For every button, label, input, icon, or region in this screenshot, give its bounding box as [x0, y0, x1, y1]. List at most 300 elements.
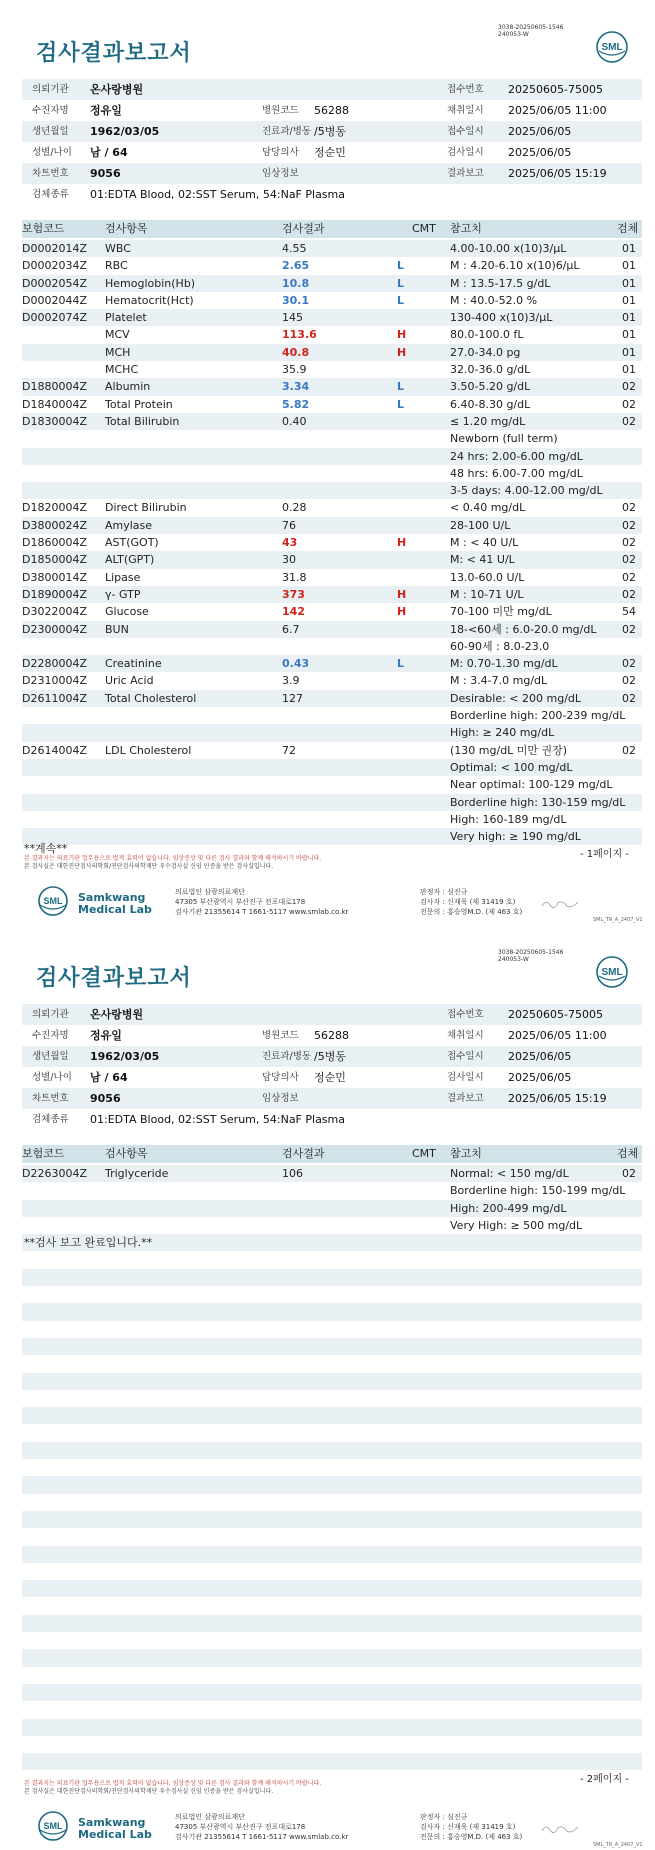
notice-line-2: 본 검사실은 대한진단검사의학회/진단검사의학재단 우수검사실 신임 인증을 받은 검사실입니다.: [24, 1788, 274, 1795]
test-name: Creatinine: [105, 657, 162, 671]
test-result: 4.55: [282, 242, 307, 255]
table-row: [22, 828, 642, 845]
footer: [0, 1795, 655, 1850]
patient-info: [22, 1004, 642, 1130]
table-row: [22, 794, 642, 811]
test-flag: H: [397, 587, 407, 601]
col-cmt: CMT: [412, 1147, 436, 1160]
col-code: 보험코드: [22, 222, 65, 235]
hospital-value: 온사랑병원: [90, 1008, 144, 1021]
table-row: [22, 1390, 642, 1407]
lab-name: [78, 1817, 152, 1841]
test-result: 142: [282, 605, 305, 619]
col-code: 보험코드: [22, 1147, 65, 1160]
table-row: [22, 1511, 642, 1528]
reference-range: 3.50-5.20 g/dL: [450, 380, 531, 394]
info-row: [22, 142, 642, 163]
specimen-code: 02: [622, 657, 636, 671]
continue-text: **계속**: [24, 842, 68, 855]
reference-range: 32.0-36.0 g/dL: [450, 363, 531, 377]
specimen-code: 02: [622, 380, 636, 394]
lab-name-1: Samkwang: [78, 891, 146, 904]
test-flag: L: [397, 259, 405, 273]
test-result: 106: [282, 1167, 303, 1180]
top-code-2: 240053-W: [498, 31, 529, 38]
info-row: [22, 1109, 642, 1130]
specimen-code: 02: [622, 397, 636, 411]
table-row: [22, 1546, 642, 1563]
hospcode-label: 병원코드: [262, 1030, 299, 1041]
notice: [24, 1780, 321, 1796]
lab-addr: 47305 부산광역시 부산진구 전포대로178: [175, 898, 306, 906]
report-label: 결과보고: [447, 1093, 484, 1104]
reference-range: Very High: ≥ 500 mg/dL: [450, 1218, 583, 1232]
test-result: 3.9: [282, 674, 300, 688]
table-row: [22, 344, 642, 361]
test-code: D1890004Z: [22, 587, 87, 601]
test-name: AST(GOT): [105, 536, 159, 550]
reference-range: 18-<60세 : 6.0-20.0 mg/dL: [450, 622, 597, 636]
clinical-label: 임상정보: [262, 1093, 299, 1104]
info-row: [22, 1025, 642, 1046]
info-row: [22, 184, 642, 205]
test-flag: L: [397, 657, 405, 671]
collect-value: 2025/06/05 11:00: [508, 1029, 607, 1042]
test-code: D0002044Z: [22, 293, 87, 307]
lab-addr: 47305 부산광역시 부산진구 전포대로178: [175, 1823, 306, 1831]
reference-range: 60-90세 : 8.0-23.0: [450, 639, 550, 653]
clinical-label: 임상정보: [262, 168, 299, 179]
table-row: [22, 759, 642, 776]
reference-range: Newborn (full term): [450, 432, 558, 446]
reference-range: Borderline high: 150-199 mg/dL: [450, 1184, 626, 1198]
lab-address: [175, 1812, 348, 1842]
name-value: 정유일: [90, 104, 122, 117]
reference-range: M: 0.70-1.30 mg/dL: [450, 657, 558, 671]
table-row: [22, 811, 642, 828]
specimen-code: 02: [622, 622, 636, 636]
test-result: 40.8: [282, 345, 310, 359]
table-row: [22, 551, 642, 568]
table-row: [22, 1736, 642, 1753]
table-row: [22, 1424, 642, 1441]
test-code: D1860004Z: [22, 536, 87, 550]
reference-range: 70-100 미만 mg/dL: [450, 605, 552, 619]
hospital-label: 의뢰기관: [32, 84, 69, 95]
table-row: [22, 742, 642, 759]
table-row: [22, 448, 642, 465]
name-value: 정유일: [90, 1029, 122, 1042]
collect-label: 채취일시: [447, 105, 484, 116]
test-name: Total Bilirubin: [105, 414, 180, 428]
footer: [0, 870, 655, 925]
doctor-label: 담당의사: [262, 147, 299, 158]
name-label: 수진자명: [32, 1030, 69, 1041]
report-value: 2025/06/05 15:19: [508, 167, 607, 180]
test-code: D1880004Z: [22, 380, 87, 394]
test-name: Glucose: [105, 605, 149, 619]
reference-range: M: < 41 U/L: [450, 553, 515, 567]
specimen-value: 01:EDTA Blood, 02:SST Serum, 54:NaF Plasma: [90, 1113, 345, 1126]
test-name: MCHC: [105, 363, 139, 377]
table-row: [22, 1701, 642, 1718]
receipt-label: 접수번호: [447, 84, 484, 95]
table-row: [22, 1580, 642, 1597]
reference-range: 3-5 days: 4.00-12.00 mg/dL: [450, 484, 603, 498]
table-row: [22, 1597, 642, 1614]
lab-org: 의료법인 삼광의료재단: [175, 1813, 245, 1821]
chart-label: 차트번호: [32, 1093, 69, 1104]
birth-label: 생년월일: [32, 126, 69, 137]
chart-value: 9056: [90, 167, 121, 180]
test-result: 145: [282, 311, 303, 325]
test-flag: H: [397, 345, 407, 359]
test-name: ALT(GPT): [105, 553, 155, 567]
reference-range: 48 hrs: 6.00-7.00 mg/dL: [450, 466, 583, 480]
reference-range: M : 3.4-7.0 mg/dL: [450, 674, 548, 688]
table-row: [22, 724, 642, 741]
specimen-code: 02: [622, 674, 636, 688]
lab-name-2: Medical Lab: [78, 903, 152, 916]
svg-text:SML: SML: [43, 896, 63, 906]
reference-range: M : 10-71 U/L: [450, 587, 524, 601]
table-row: [22, 1373, 642, 1390]
specimen-code: 02: [622, 518, 636, 532]
test-flag: L: [397, 276, 405, 290]
col-spec: 검체: [617, 1147, 639, 1160]
test-name: Amylase: [105, 518, 153, 532]
lab-tester: 검사자 : 신재욱 (제 31419 호): [420, 1823, 516, 1831]
collect-label: 채취일시: [447, 1030, 484, 1041]
results-table-header: [22, 220, 642, 238]
specimen-code: 02: [622, 501, 636, 515]
table-row: [22, 569, 642, 586]
table-row: [22, 1563, 642, 1580]
test-result: 31.8: [282, 570, 307, 584]
table-row: [22, 1234, 642, 1251]
sexage-value: 남 / 64: [90, 1071, 128, 1084]
table-row: [22, 1459, 642, 1476]
chart-label: 차트번호: [32, 168, 69, 179]
reference-range: < 0.40 mg/dL: [450, 501, 526, 515]
test-name: Platelet: [105, 311, 147, 325]
table-row: [22, 309, 642, 326]
specimen-code: 01: [622, 311, 636, 325]
table-row: [22, 1200, 642, 1217]
top-code-1: 3038-20250605-1546: [498, 949, 564, 956]
testdate-value: 2025/06/05: [508, 1071, 572, 1084]
sml-logo-icon: [36, 1809, 70, 1843]
barcode-code: [498, 24, 563, 38]
notice-line-1: 본 결과지는 의료기관 업무용으로 법적 효력이 없습니다. 임상증상 및 다른 검사 결과와 함께 해석하시기 바랍니다.: [24, 1780, 322, 1787]
info-row: [22, 1046, 642, 1067]
lab-contact: 검사기관 21355614 T 1661-5117 www.smlab.co.kr: [175, 1833, 349, 1841]
test-result: 2.65: [282, 259, 310, 273]
reference-range: Borderline high: 130-159 mg/dL: [450, 795, 626, 809]
test-name: LDL Cholesterol: [105, 743, 192, 757]
specimen-code: 02: [622, 553, 636, 567]
table-row: [22, 586, 642, 603]
table-row: [22, 1321, 642, 1338]
sml-logo-icon: [36, 884, 70, 918]
reference-range: High: 160-189 mg/dL: [450, 812, 567, 826]
testdate-label: 검사일시: [447, 1072, 484, 1083]
specimen-code: 01: [622, 276, 636, 290]
dept-label: 진료과/병동: [262, 126, 312, 137]
table-row: [22, 1615, 642, 1632]
table-row: [22, 275, 642, 292]
specimen-code: 02: [622, 570, 636, 584]
reference-range: Borderline high: 200-239 mg/dL: [450, 709, 626, 723]
table-row: [22, 292, 642, 309]
test-name: RBC: [105, 259, 128, 273]
table-row: [22, 1407, 642, 1424]
test-result: 113.6: [282, 328, 317, 342]
test-code: D1850004Z: [22, 553, 87, 567]
table-row: [22, 1251, 642, 1268]
test-code: D0002034Z: [22, 259, 87, 273]
hospcode-value: 56288: [314, 1029, 349, 1042]
lab-director: 판정자 : 심진규: [420, 888, 468, 896]
test-code: D2280004Z: [22, 657, 87, 671]
table-row: [22, 1286, 642, 1303]
lab-name-2: Medical Lab: [78, 1828, 152, 1841]
table-row: [22, 1182, 642, 1199]
lab-name: [78, 892, 152, 916]
receipt-label: 접수번호: [447, 1009, 484, 1020]
table-row: [22, 326, 642, 343]
receipt-value: 20250605-75005: [508, 1008, 603, 1021]
test-name: Total Protein: [105, 397, 173, 411]
table-row: [22, 1338, 642, 1355]
sml-logo-icon: [594, 954, 630, 990]
doctor-value: 정순민: [314, 146, 346, 159]
table-row: [22, 378, 642, 395]
birth-value: 1962/03/05: [90, 1050, 160, 1063]
reference-range: Near optimal: 100-129 mg/dL: [450, 778, 613, 792]
svg-text:SML: SML: [601, 967, 623, 978]
reference-range: 6.40-8.30 g/dL: [450, 397, 531, 411]
patient-info: [22, 79, 642, 205]
table-row: [22, 1165, 642, 1182]
lab-org: 의료법인 삼광의료재단: [175, 888, 245, 896]
sexage-label: 성별/나이: [32, 147, 72, 158]
table-row: [22, 413, 642, 430]
reference-range: M : 40.0-52.0 %: [450, 293, 538, 307]
test-name: MCH: [105, 345, 131, 359]
recv-label: 접수일시: [447, 126, 484, 137]
reference-range: High: 200-499 mg/dL: [450, 1201, 567, 1215]
lab-tester: 검사자 : 신재욱 (제 31419 호): [420, 898, 516, 906]
reference-range: 13.0-60.0 U/L: [450, 570, 525, 584]
reference-range: 24 hrs: 2.00-6.00 mg/dL: [450, 449, 583, 463]
report-label: 결과보고: [447, 168, 484, 179]
test-result: 3.34: [282, 380, 310, 394]
reference-range: Desirable: < 200 mg/dL: [450, 691, 582, 705]
table-row: [22, 690, 642, 707]
table-row: [22, 776, 642, 793]
test-code: D3800024Z: [22, 518, 87, 532]
test-result: 5.82: [282, 397, 310, 411]
specimen-value: 01:EDTA Blood, 02:SST Serum, 54:NaF Plasma: [90, 188, 345, 201]
signature-icon: [540, 897, 580, 909]
specimen-code: 01: [622, 363, 636, 377]
specimen-code: 01: [622, 259, 636, 273]
test-code: D2263004Z: [22, 1167, 87, 1180]
testdate-label: 검사일시: [447, 147, 484, 158]
table-row: [22, 707, 642, 724]
table-row: [22, 1442, 642, 1459]
chart-value: 9056: [90, 1092, 121, 1105]
table-row: [22, 1753, 642, 1770]
notice: [24, 855, 321, 871]
sexage-value: 남 / 64: [90, 146, 128, 159]
barcode-code: [498, 949, 563, 963]
test-name: Albumin: [105, 380, 151, 394]
test-code: D0002014Z: [22, 242, 87, 255]
test-flag: H: [397, 536, 407, 550]
table-row: [22, 1494, 642, 1511]
test-name: WBC: [105, 242, 131, 255]
col-result: 검사결과: [282, 1147, 325, 1160]
dept-label: 진료과/병동: [262, 1051, 312, 1062]
info-row: [22, 1088, 642, 1109]
table-row: [22, 1476, 642, 1493]
notice-line-1: 본 결과지는 의료기관 업무용으로 법적 효력이 없습니다. 임상증상 및 다른 검사 결과와 함께 해석하시기 바랍니다.: [24, 855, 322, 862]
specimen-code: 01: [622, 345, 636, 359]
page-title: 검사결과보고서: [36, 966, 192, 991]
test-result: 127: [282, 691, 303, 705]
test-name: Lipase: [105, 570, 141, 584]
reference-range: 130-400 x(10)3/μL: [450, 311, 553, 325]
test-result: 0.40: [282, 414, 307, 428]
hospcode-label: 병원코드: [262, 105, 299, 116]
recv-value: 2025/06/05: [508, 1050, 572, 1063]
table-row: [22, 1719, 642, 1736]
table-row: [22, 1269, 642, 1286]
col-spec: 검체: [617, 222, 639, 235]
test-result: 30: [282, 553, 296, 567]
reference-range: Very high: ≥ 190 mg/dL: [450, 830, 581, 844]
info-row: [22, 121, 642, 142]
report-page-2: [0, 925, 655, 1850]
col-result: 검사결과: [282, 222, 325, 235]
test-name: Uric Acid: [105, 674, 154, 688]
collect-value: 2025/06/05 11:00: [508, 104, 607, 117]
doctor-label: 담당의사: [262, 1072, 299, 1083]
col-ref: 참고치: [450, 222, 482, 235]
specimen-code: 02: [622, 743, 636, 757]
hospcode-value: 56288: [314, 104, 349, 117]
table-row: [22, 655, 642, 672]
test-name: BUN: [105, 622, 129, 636]
doc-code: SML_TR_A_2407_V1: [593, 1842, 643, 1848]
lab-director: 판정자 : 심진규: [420, 1813, 468, 1821]
receipt-value: 20250605-75005: [508, 83, 603, 96]
specimen-code: 54: [622, 605, 636, 619]
reference-range: 28-100 U/L: [450, 518, 511, 532]
table-row: [22, 621, 642, 638]
recv-label: 접수일시: [447, 1051, 484, 1062]
specimen-code: 02: [622, 1167, 636, 1180]
reference-range: ≤ 1.20 mg/dL: [450, 414, 526, 428]
test-code: D2611004Z: [22, 691, 87, 705]
report-value: 2025/06/05 15:19: [508, 1092, 607, 1105]
specimen-code: 01: [622, 328, 636, 342]
lab-staff: [420, 1812, 522, 1842]
birth-value: 1962/03/05: [90, 125, 160, 138]
info-row: [22, 79, 642, 100]
test-code: D0002074Z: [22, 311, 87, 325]
test-flag: L: [397, 293, 405, 307]
page-number: - 1페이지 -: [580, 849, 629, 860]
specimen-code: 01: [622, 293, 636, 307]
reference-range: Optimal: < 100 mg/dL: [450, 760, 573, 774]
results-table: [22, 240, 642, 845]
table-row: [22, 1632, 642, 1649]
test-code: D1820004Z: [22, 501, 87, 515]
test-code: D2614004Z: [22, 743, 87, 757]
sml-logo-icon: [594, 29, 630, 65]
col-ref: 참고치: [450, 1147, 482, 1160]
test-code: D2310004Z: [22, 674, 87, 688]
birth-label: 생년월일: [32, 1051, 69, 1062]
reference-range: M : 4.20-6.10 x(10)6/μL: [450, 259, 580, 273]
table-row: [22, 1684, 642, 1701]
table-row: [22, 603, 642, 620]
test-result: 35.9: [282, 363, 307, 377]
table-row: [22, 1303, 642, 1320]
reference-range: High: ≥ 240 mg/dL: [450, 726, 555, 740]
reference-range: Normal: < 150 mg/dL: [450, 1167, 569, 1180]
test-result: 43: [282, 536, 298, 550]
test-result: 72: [282, 743, 296, 757]
specimen-code: 02: [622, 691, 636, 705]
specimen-code: 02: [622, 587, 636, 601]
test-name: Hematocrit(Hct): [105, 293, 194, 307]
specimen-label: 검체종류: [32, 189, 69, 200]
col-cmt: CMT: [412, 222, 436, 235]
test-result: 10.8: [282, 276, 310, 290]
testdate-value: 2025/06/05: [508, 146, 572, 159]
svg-text:SML: SML: [43, 1821, 63, 1831]
test-flag: H: [397, 605, 407, 619]
test-code: D1830004Z: [22, 414, 87, 428]
test-name: Hemoglobin(Hb): [105, 276, 196, 290]
table-row: [22, 1528, 642, 1545]
test-result: 76: [282, 518, 296, 532]
lab-staff: [420, 887, 522, 917]
table-row: [22, 240, 642, 257]
table-row: [22, 465, 642, 482]
test-name: Direct Bilirubin: [105, 501, 187, 515]
lab-address: [175, 887, 348, 917]
table-row: [22, 1355, 642, 1372]
test-name: γ- GTP: [105, 587, 141, 601]
doc-code: SML_TR_A_2407_V1: [593, 917, 643, 923]
test-result: 30.1: [282, 293, 310, 307]
notice-line-2: 본 검사실은 대한진단검사의학회/진단검사의학재단 우수검사실 신임 인증을 받은 검사실입니다.: [24, 863, 274, 870]
test-result: 0.43: [282, 657, 310, 671]
specimen-code: 02: [622, 536, 636, 550]
recv-value: 2025/06/05: [508, 125, 572, 138]
svg-text:SML: SML: [601, 42, 623, 53]
test-result: 373: [282, 587, 305, 601]
reference-range: 80.0-100.0 fL: [450, 328, 524, 342]
dept-value: /5병동: [314, 1050, 346, 1063]
sexage-label: 성별/나이: [32, 1072, 72, 1083]
page-title: 검사결과보고서: [36, 41, 192, 66]
